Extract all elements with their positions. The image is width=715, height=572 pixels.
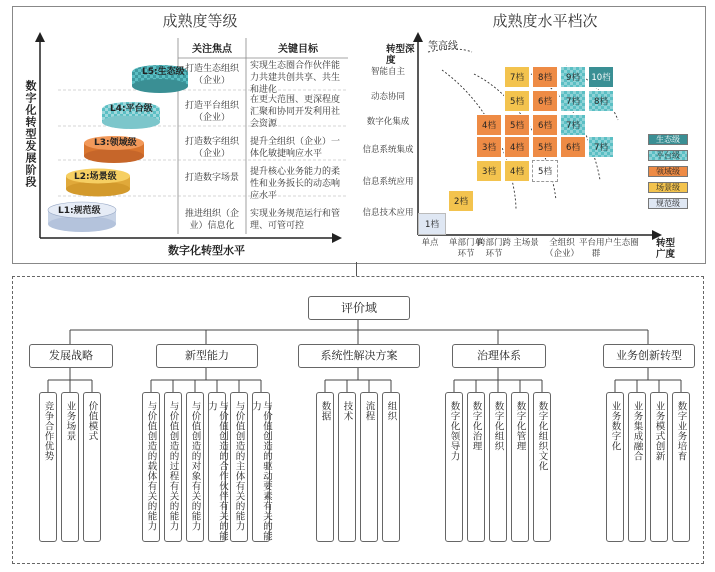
level-label-l3: L3:领域级 [94,138,137,148]
focus-l5: 打造生态组织（企业） [184,64,239,86]
goal-l3: 提升全组织（企业）一体化敏捷响应水平 [250,137,341,159]
evaluation-item-label: 业务场景 [64,401,76,441]
level-label-l4: L4:平台级 [110,104,153,114]
legend-item: 平台级 [648,150,688,161]
tier-cell: 2档 [448,190,474,212]
evaluation-domain-root: 评价域 [308,296,410,320]
evaluation-item-box [164,392,182,542]
evaluation-item-label: 数字化治理 [470,401,482,451]
tier-y-label: 信息系统集成 [362,145,414,155]
evaluation-item-box [142,392,160,542]
legend-item: 生态级 [648,134,688,145]
goal-l1: 实现业务规范运行和管理、可管可控 [250,209,341,231]
evaluation-item-label: 与价值创造的对象有关的能力 [189,401,201,531]
maturity-y-axis-label: 数字化转型发展阶段 [24,80,37,188]
tier-cell: 4档 [504,136,530,158]
evaluation-item-box [628,392,646,542]
focus-column-header: 关注焦点 [192,44,232,55]
tier-cell: 7档 [588,136,614,158]
tier-cell: 6档 [532,114,558,136]
goal-l4: 在更大范围、更深程度汇聚和协同开发利用社会资源 [250,95,341,129]
tier-x-label: 单部门单环节 [448,238,483,259]
focus-l4: 打造平台组织（企业） [184,101,239,123]
legend-item: 规范级 [648,198,688,209]
goal-column-header: 关键目标 [278,44,318,55]
evaluation-item-box [511,392,529,542]
tier-x-label: 全组织（企业） [544,238,579,259]
tier-cell: 4档 [476,114,502,136]
evaluation-item-box [252,392,270,542]
tier-cell: 8档 [532,66,558,88]
level-label-l2: L2:场景级 [74,172,117,182]
evaluation-item-box [230,392,248,542]
tier-y-label: 信息系统应用 [362,177,414,187]
tier-x-axis-label: 转型广度 [656,238,676,260]
evaluation-item-box [39,392,57,542]
tier-x-label: 单点 [421,238,439,248]
evaluation-item-box [445,392,463,542]
tier-cell: 3档 [476,160,502,182]
evaluation-item-label: 流程 [363,401,375,421]
tier-cell: 5档 [532,136,558,158]
evaluation-item-label: 数字化管理 [514,401,526,451]
tier-y-label: 信息技术应用 [362,208,414,218]
evaluation-domain-box: 新型能力 [156,344,258,368]
evaluation-item-label: 与价值创造的主体有关的能力 [233,401,245,531]
legend-item: 领域级 [648,166,688,177]
evaluation-item-box [672,392,690,542]
tier-cell: 7档 [560,90,586,112]
evaluation-item-label: 数字化组织 [492,401,504,451]
tier-cell: 5档 [504,114,530,136]
tier-cell: 10档 [588,66,614,88]
evaluation-item-label: 数字化领导力 [448,401,460,461]
evaluation-domain-box: 治理体系 [452,344,546,368]
evaluation-item-box [650,392,668,542]
evaluation-item-box [208,392,226,542]
evaluation-domain-box: 系统性解决方案 [298,344,420,368]
evaluation-item-label: 技术 [341,401,353,421]
evaluation-item-label: 业务模式创新 [653,401,665,461]
evaluation-item-box [382,392,400,542]
maturity-x-axis-label: 数字化转型水平 [168,244,245,257]
focus-l1: 推进组织（企业）信息化 [184,209,239,231]
evaluation-item-box [606,392,624,542]
evaluation-item-box [316,392,334,542]
evaluation-item-label: 数据 [319,401,331,421]
tier-cell: 9档 [560,66,586,88]
focus-l2: 打造数字场景 [184,173,239,183]
tier-cell: 4档 [504,160,530,182]
tier-y-axis-label: 转型深度 [386,44,415,66]
contour-label: 等高线 [428,41,458,52]
evaluation-domain-box: 发展战略 [29,344,113,368]
tier-cell: 6档 [532,90,558,112]
evaluation-item-label: 数字业务培育 [675,401,687,461]
goal-l5: 实现生态圈合作伙伴能力共建共创共享、共生和进化 [250,61,341,95]
tier-cell: 5档 [504,90,530,112]
level-label-l5: L5:生态级 [142,67,185,77]
evaluation-item-label: 与价值创造的载体有关的能力 [145,401,157,531]
evaluation-item-box [533,392,551,542]
goal-l2: 提升核心业务能力的柔性和业务扳长的动态响应水平 [250,167,341,201]
focus-l3: 打造数字组织（企业） [184,137,239,159]
tier-cell: 8档 [588,90,614,112]
evaluation-item-label: 与价值创造的驱动要素有关的能力 [250,401,272,541]
tier-y-label: 数字化集成 [366,117,410,127]
evaluation-item-label: 与价值创造的合作伙伴有关的能力 [206,401,228,541]
evaluation-item-label: 业务集成融合 [631,401,643,461]
legend-item: 场景级 [648,182,688,193]
tier-cell: 6档 [560,136,586,158]
evaluation-item-label: 竞争合作优势 [42,401,54,461]
evaluation-item-label: 与价值创造的过程有关的能力 [167,401,179,531]
tier-cell: 5档 [532,160,558,182]
evaluation-item-box [467,392,485,542]
evaluation-item-box [186,392,204,542]
evaluation-item-label: 价值模式 [86,401,98,441]
tier-y-label: 动态协同 [370,92,405,102]
evaluation-item-box [61,392,79,542]
evaluation-item-label: 数字化组织文化 [536,401,548,471]
level-label-l1: L1:规范级 [58,206,101,216]
tier-cell: 1档 [418,213,446,235]
tier-y-label: 智能自主 [370,67,405,77]
evaluation-domain-box: 业务创新转型 [603,344,695,368]
evaluation-item-box [489,392,507,542]
evaluation-item-label: 组织 [385,401,397,421]
maturity-tier-title: 成熟度水平档次 [492,12,598,30]
tier-x-label: 生态圈 [613,238,639,248]
tier-cell: 3档 [476,136,502,158]
tier-x-label: 平台用户群 [578,238,613,259]
evaluation-item-box [360,392,378,542]
evaluation-item-label: 业务数字化 [609,401,621,451]
tier-x-label: 主场景 [513,238,539,248]
tier-x-label: 跨部门跨环节 [476,238,511,259]
tier-cell: 7档 [560,114,586,136]
evaluation-item-box [338,392,356,542]
tier-cell: 7档 [504,66,530,88]
evaluation-item-box [83,392,101,542]
maturity-grade-title: 成熟度等级 [162,12,238,30]
